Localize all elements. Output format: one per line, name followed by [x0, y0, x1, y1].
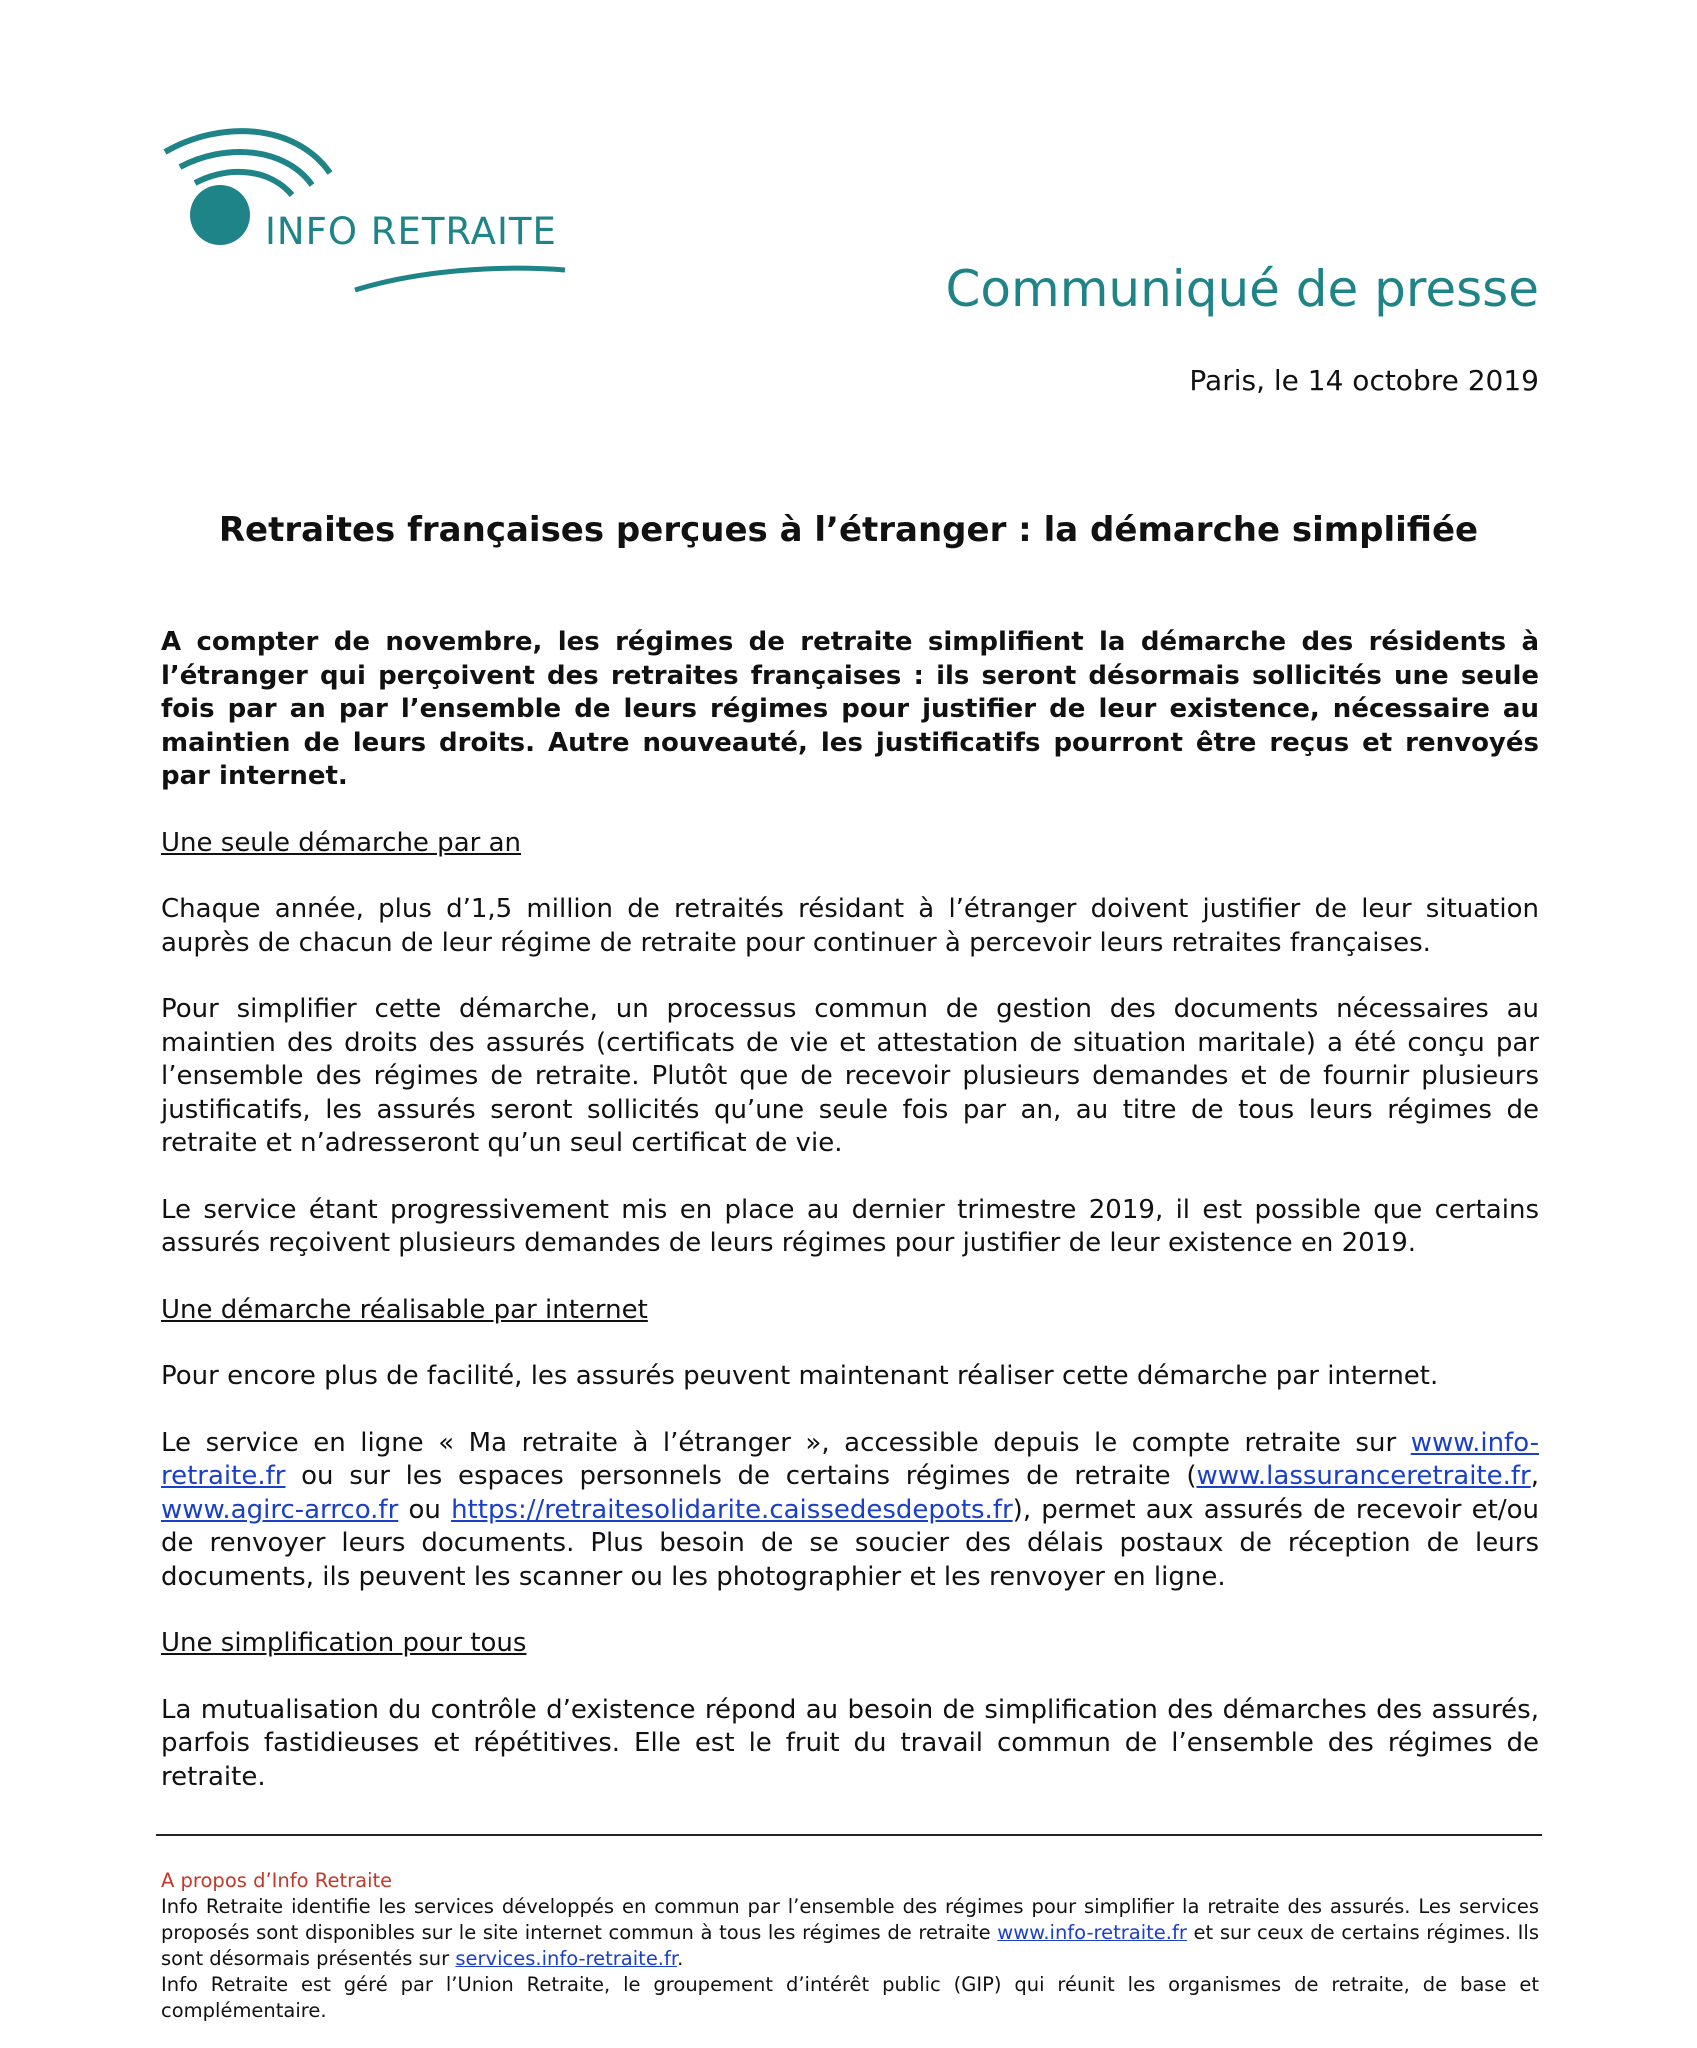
page-title: Retraites françaises perçues à l’étranger : la démarche simplifiée — [218, 510, 1479, 550]
link-lassuranceretraite[interactable]: www.lassuranceretraite.fr — [1196, 1461, 1531, 1491]
footer-paragraph: Info Retraite est géré par l’Union Retraite, le groupement d’intérêt public (GIP) qui réunit les organismes de retraite, de base et complémentaire. — [161, 1973, 1539, 2022]
footer-paragraph — [161, 1894, 1539, 1972]
logo-wordmark: INFO RETRAITE — [265, 210, 557, 253]
text-run: ), permet aux assurés de recevoir et/ou de renvoyer leurs documents. Plus besoin de se soucier des délais postaux de réception de leurs documents, ils peuvent les scanner ou les photographier et les renvoyer en ligne. — [161, 1494, 1539, 1592]
press-date: Paris, le 14 octobre 2019 — [1189, 364, 1539, 397]
link-agirc-arrco[interactable]: www.agirc-arrco.fr — [161, 1494, 399, 1525]
footer-link-services[interactable]: services.info-retraite.fr — [455, 1947, 678, 1970]
paragraph: Le service étant progressivement mis en place au dernier trimestre 2019, il est possible que certains assurés reçoivent plusieurs demandes de leurs régimes pour justifier de leur existence en 2019. — [161, 1194, 1539, 1258]
section-heading-online: Une démarche réalisable par internet — [161, 1294, 648, 1325]
link-retraitesolidarite[interactable]: https://retraitesolidarite.caissedesdepots.fr — [451, 1494, 1013, 1525]
document-type: Communiqué de presse — [945, 260, 1539, 318]
paragraph: Pour simplifier cette démarche, un processus commun de gestion des documents nécessaires au maintien des droits des assurés (certificats de vie et attestation de situation maritale) a été conçu par l’ensemble des régimes de retraite. Plutôt que de recevoir plusieurs demandes et de fournir plusieurs justificatifs, les assurés seront sollicités qu’une seule fois par an, au titre de tous leurs régimes de retraite et n’adresseront qu’un seul certificat de vie. — [161, 994, 1539, 1158]
footer-link-info-retraite[interactable]: www.info-retraite.fr — [997, 1921, 1187, 1944]
lead-paragraph: A compter de novembre, les régimes de retraite simplifient la démarche des résidents à l’étranger qui perçoivent des retraites françaises : ils seront désormais sollicités une seule fois par an par l’ensemble de leurs régimes pour justifier de leur existence, nécessaire au maintien de leurs droits. Autre nouveauté, les justificatifs pourront être reçus et renvoyés par internet. — [161, 627, 1539, 791]
text-run: Le service en ligne « Ma retraite à l’étranger », accessible depuis le compte retraite sur — [161, 1427, 1411, 1458]
text-run: . — [677, 1947, 684, 1970]
footer-title: A propos d’Info Retraite — [161, 1869, 393, 1892]
text-run: ou sur les espaces personnels de certains régimes de retraite ( — [285, 1461, 1197, 1491]
section-heading-simplification: Une simplification pour tous — [161, 1628, 527, 1658]
body-content — [161, 626, 1539, 1827]
paragraph: Pour encore plus de facilité, les assurés peuvent maintenant réaliser cette démarche par internet. — [161, 1361, 1439, 1391]
link-info-retraite[interactable]: www.info-retraite.fr — [161, 1427, 1539, 1491]
paragraph: La mutualisation du contrôle d’existence répond au besoin de simplification des démarches des assurés, parfois fastidieuses et répétitives. Elle est le fruit du travail commun de l’ensemble des régimes de retraite. — [161, 1694, 1539, 1792]
paragraph-with-links — [161, 1427, 1539, 1595]
paragraph: Chaque année, plus d’1,5 million de retraités résidant à l’étranger doivent justifier de leur situation auprès de chacun de leur régime de retraite pour continuer à percevoir leurs retraites françaises. — [161, 894, 1539, 958]
text-run: , — [1530, 1461, 1539, 1491]
section-heading-once-a-year: Une seule démarche par an — [161, 827, 521, 858]
text-run: Info Retraite identifie les services développés en commun par l’ensemble des régimes pour simplifier la retraite des assurés. Les services proposés sont disponibles sur le site internet commun à tous les régimes de retraite — [161, 1895, 1539, 1944]
footer-divider — [156, 1834, 1542, 1836]
text-run: ou — [398, 1494, 452, 1525]
footer — [161, 1868, 1539, 2024]
info-retraite-logo — [160, 125, 580, 305]
text-run: et sur ceux de certains régimes. Ils sont désormais présentés sur — [161, 1921, 1539, 1970]
